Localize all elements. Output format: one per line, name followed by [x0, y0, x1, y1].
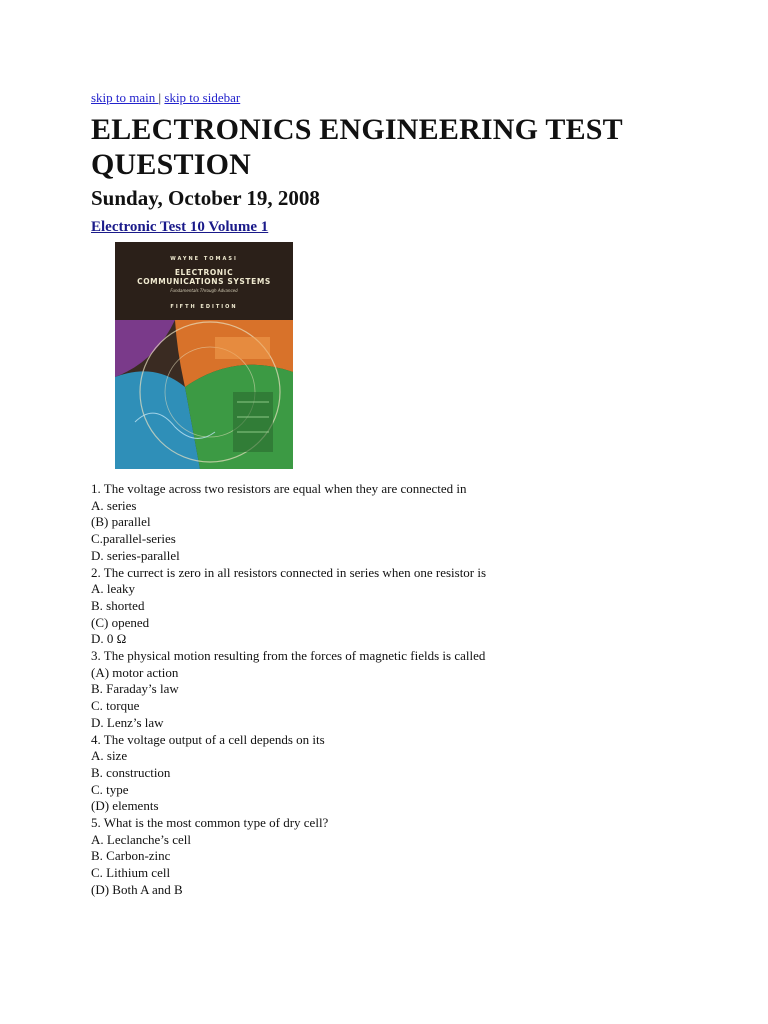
book-cover-image: [115, 242, 293, 469]
question-5: [91, 815, 741, 899]
questions-list: [91, 481, 741, 899]
answer-option: A. size: [91, 748, 128, 764]
answer-option: D. 0 Ω: [91, 631, 127, 647]
answer-option: D. series-parallel: [91, 547, 180, 563]
book-cover-title-line2: COMMUNICATIONS SYSTEMS: [137, 277, 271, 286]
book-cover-title: [115, 268, 293, 286]
answer-option: C. type: [91, 781, 129, 797]
answer-option: C. torque: [91, 698, 140, 714]
skip-links-separator: |: [158, 90, 162, 105]
answer-option: B. shorted: [91, 597, 145, 613]
answer-option: (D) Both A and B: [91, 881, 183, 897]
skip-links: [91, 90, 240, 106]
question-prompt: 5. What is the most common type of dry cell?: [91, 815, 329, 831]
book-cover-edition: FIFTH EDITION: [170, 304, 238, 310]
skip-to-main-link[interactable]: skip to main: [91, 90, 159, 105]
answer-option: A. series: [91, 497, 137, 513]
skip-to-sidebar-link[interactable]: skip to sidebar: [164, 90, 241, 105]
cover-circuit-block: [233, 392, 273, 452]
answer-option: C. Lithium cell: [91, 865, 171, 881]
blog-title: ELECTRONICS ENGINEERING TEST QUESTION: [91, 113, 623, 181]
answer-option: A. leaky: [91, 581, 136, 597]
question-2: [91, 565, 741, 649]
answer-option: (C) opened: [91, 614, 150, 630]
answer-option: D. Lenz’s law: [91, 714, 164, 730]
answer-option: B. Carbon-zinc: [91, 848, 171, 864]
question-prompt: 4. The voltage output of a cell depends on its: [91, 731, 325, 747]
question-prompt: 1. The voltage across two resistors are equal when they are connected in: [91, 481, 467, 496]
answer-option: A. Leclanche’s cell: [91, 831, 191, 847]
answer-option: (D) elements: [91, 798, 159, 814]
question-1: [91, 481, 741, 565]
book-cover-author: WAYNE TOMASI: [170, 256, 238, 262]
answer-option: B. Faraday’s law: [91, 681, 179, 697]
cover-orange-highlight: [215, 337, 270, 359]
book-cover-title-line1: ELECTRONIC: [174, 268, 234, 277]
book-cover-subtitle: Fundamentals Through Advanced: [170, 288, 238, 293]
question-3: [91, 648, 741, 732]
post-title-link[interactable]: Electronic Test 10 Volume 1: [91, 219, 269, 235]
answer-option: C.parallel-series: [91, 531, 176, 547]
question-prompt: 2. The currect is zero in all resistors connected in series when one resistor is: [91, 564, 487, 580]
question-prompt: 3. The physical motion resulting from the forces of magnetic fields is called: [91, 648, 486, 664]
answer-option: (B) parallel: [91, 514, 151, 530]
answer-option: B. construction: [91, 764, 171, 780]
question-4: [91, 732, 741, 816]
post-date: Sunday, October 19, 2008: [91, 186, 320, 210]
answer-option: (A) motor action: [91, 664, 179, 680]
